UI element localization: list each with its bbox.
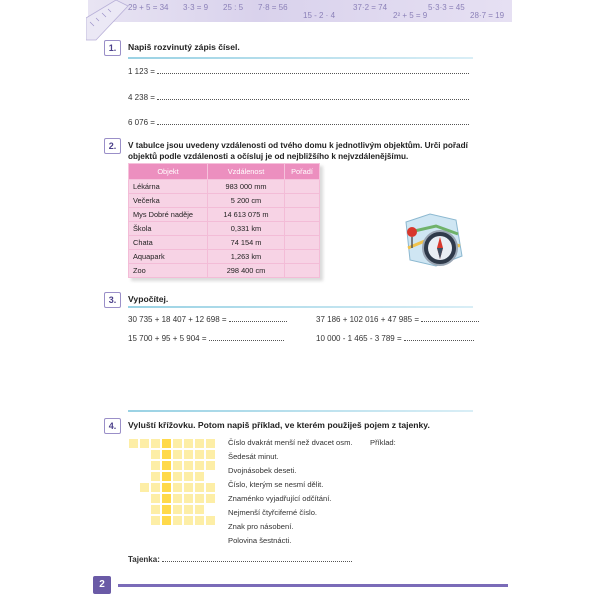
crossword-cell[interactable] <box>150 460 161 471</box>
header-scribble: 28·7 = 19 <box>470 11 505 20</box>
order-cell[interactable] <box>285 264 320 278</box>
crossword-cell[interactable] <box>205 449 216 460</box>
crossword-secret-cell[interactable] <box>161 515 172 526</box>
task-title-line: objektů podle vzdálenosti a očísluj je od nejbližšího k nejvzdálenějšímu. <box>128 152 409 161</box>
crossword-cell[interactable] <box>205 493 216 504</box>
crossword-cell[interactable] <box>194 471 205 482</box>
order-cell[interactable] <box>285 194 320 208</box>
table-row <box>129 264 320 278</box>
page-footer <box>88 572 512 600</box>
crossword-cell[interactable] <box>183 504 194 515</box>
crossword-clue: Číslo, kterým se nesmí dělit. <box>228 480 324 489</box>
crossword-cell[interactable] <box>183 471 194 482</box>
crossword-cell[interactable] <box>150 515 161 526</box>
task-number: 3. <box>104 292 121 308</box>
example-label: Příklad: <box>370 438 396 447</box>
crossword-cell[interactable] <box>172 482 183 493</box>
task-title: Vypočítej. <box>128 294 169 304</box>
crossword-cell[interactable] <box>150 438 161 449</box>
crossword-secret-cell[interactable] <box>161 482 172 493</box>
crossword-cell[interactable] <box>183 515 194 526</box>
expansion-label: 1 123 = <box>128 67 155 76</box>
object-cell: Lékárna <box>129 180 208 194</box>
crossword-cell[interactable] <box>183 493 194 504</box>
table-row <box>129 222 320 236</box>
distance-cell: 14 613 075 m <box>208 208 285 222</box>
exercise-label: 10 000 - 1 465 - 3 789 = <box>316 334 402 343</box>
crossword-cell[interactable] <box>183 449 194 460</box>
crossword-cell[interactable] <box>150 471 161 482</box>
secret-label: Tajenka: <box>128 555 160 564</box>
crossword-cell[interactable] <box>150 504 161 515</box>
exercise-label: 15 700 + 95 + 5 904 = <box>128 334 207 343</box>
task-title <box>128 140 508 162</box>
header-scribble: 15 - 2 · 4 <box>303 11 336 20</box>
divider <box>128 410 473 412</box>
object-cell: Aquapark <box>129 250 208 264</box>
divider <box>128 57 473 59</box>
object-cell: Večerka <box>129 194 208 208</box>
crossword-secret-cell[interactable] <box>161 471 172 482</box>
crossword-cell[interactable] <box>150 482 161 493</box>
crossword-cell[interactable] <box>183 438 194 449</box>
answer-line[interactable] <box>229 314 287 322</box>
object-cell: Škola <box>129 222 208 236</box>
crossword-cell[interactable] <box>172 471 183 482</box>
exercise-row <box>316 333 474 343</box>
secret-row <box>128 554 352 564</box>
distance-cell: 74 154 m <box>208 236 285 250</box>
answer-line[interactable] <box>157 117 469 125</box>
crossword-cell[interactable] <box>194 449 205 460</box>
crossword-clue: Znak pro násobení. <box>228 522 294 531</box>
crossword-cell[interactable] <box>172 504 183 515</box>
distance-cell: 0,331 km <box>208 222 285 236</box>
crossword-cell[interactable] <box>194 482 205 493</box>
table-row <box>129 236 320 250</box>
distance-cell: 298 400 cm <box>208 264 285 278</box>
object-cell: Mys Dobré naděje <box>129 208 208 222</box>
table-row <box>129 194 320 208</box>
answer-line[interactable] <box>404 333 474 341</box>
expansion-row <box>128 117 469 127</box>
crossword-clue: Nejmenší čtyřciferné číslo. <box>228 508 318 517</box>
footer-bar <box>118 584 508 587</box>
crossword-cell[interactable] <box>150 493 161 504</box>
crossword-secret-cell[interactable] <box>161 438 172 449</box>
crossword-cell[interactable] <box>194 460 205 471</box>
crossword-clue: Šedesát minut. <box>228 452 279 461</box>
crossword-cell[interactable] <box>194 504 205 515</box>
order-cell[interactable] <box>285 208 320 222</box>
crossword-cell[interactable] <box>194 515 205 526</box>
crossword-cell[interactable] <box>194 493 205 504</box>
distance-cell: 1,263 km <box>208 250 285 264</box>
crossword-secret-cell[interactable] <box>161 449 172 460</box>
crossword-cell[interactable] <box>194 438 205 449</box>
exercise-label: 37 186 + 102 016 + 47 985 = <box>316 315 419 324</box>
answer-line[interactable] <box>157 66 469 74</box>
crossword-clue: Číslo dvakrát menší než dvacet osm. <box>228 438 353 447</box>
header-scribble: 5·3·3 = 45 <box>428 3 465 12</box>
order-cell[interactable] <box>285 222 320 236</box>
crossword-cell[interactable] <box>205 482 216 493</box>
crossword-cell[interactable] <box>172 515 183 526</box>
crossword-secret-cell[interactable] <box>161 493 172 504</box>
header-scribble: 25 : 5 <box>223 3 244 12</box>
task-title-line: V tabulce jsou uvedeny vzdálenosti od tvého domu k jednotlivým objektům. Urči pořadí <box>128 141 468 150</box>
answer-line[interactable] <box>421 314 479 322</box>
table-row <box>129 180 320 194</box>
task-number: 1. <box>104 40 121 56</box>
answer-line[interactable] <box>157 92 469 100</box>
header-scribble: 2² + 5 = 9 <box>393 11 428 20</box>
crossword-cell[interactable] <box>205 460 216 471</box>
distance-cell: 5 200 cm <box>208 194 285 208</box>
header-band <box>88 0 512 22</box>
answer-line[interactable] <box>209 333 284 341</box>
crossword-cell[interactable] <box>172 449 183 460</box>
task-title: Napiš rozvinutý zápis čísel. <box>128 42 240 52</box>
workbook-page <box>88 0 512 600</box>
divider <box>128 306 473 308</box>
crossword-cell[interactable] <box>205 438 216 449</box>
header-scribble: 3·3 = 9 <box>183 3 209 12</box>
exercise-row <box>128 314 287 324</box>
exercise-row <box>128 333 284 343</box>
distance-table <box>128 163 320 278</box>
page-number: 2 <box>93 576 111 594</box>
order-cell[interactable] <box>285 250 320 264</box>
crossword-cell[interactable] <box>139 482 150 493</box>
crossword-cell[interactable] <box>172 460 183 471</box>
order-cell[interactable] <box>285 180 320 194</box>
crossword-cell[interactable] <box>150 449 161 460</box>
header-scribble: 37·2 = 74 <box>353 3 388 12</box>
expansion-label: 4 238 = <box>128 93 155 102</box>
table-header: Vzdálenost <box>208 164 285 180</box>
distance-cell: 983 000 mm <box>208 180 285 194</box>
task-title: Vyluští křížovku. Potom napiš příklad, ve kterém použiješ pojem z tajenky. <box>128 420 430 430</box>
table-row <box>129 250 320 264</box>
secret-answer-line[interactable] <box>162 554 352 562</box>
table-header: Objekt <box>129 164 208 180</box>
crossword-cell[interactable] <box>183 460 194 471</box>
crossword-cell[interactable] <box>139 438 150 449</box>
order-cell[interactable] <box>285 236 320 250</box>
map-compass-icon <box>396 208 468 280</box>
crossword-cell[interactable] <box>172 438 183 449</box>
header-scribble: 7·8 = 56 <box>258 3 288 12</box>
crossword-cell[interactable] <box>183 482 194 493</box>
crossword-clue: Znaménko vyjadřující odčítání. <box>228 494 332 503</box>
exercise-row <box>316 314 479 324</box>
header-scribble: 29 + 5 = 34 <box>128 3 169 12</box>
expansion-row <box>128 66 469 76</box>
crossword-cell[interactable] <box>172 493 183 504</box>
expansion-label: 6 076 = <box>128 118 155 127</box>
table-row <box>129 208 320 222</box>
object-cell: Chata <box>129 236 208 250</box>
crossword-clue: Polovina šestnácti. <box>228 536 292 545</box>
exercise-label: 30 735 + 18 407 + 12 698 = <box>128 315 227 324</box>
table-header: Pořadí <box>285 164 320 180</box>
expansion-row <box>128 92 469 102</box>
crossword-clue: Dvojnásobek deseti. <box>228 466 297 475</box>
crossword-cell[interactable] <box>205 515 216 526</box>
task-number: 4. <box>104 418 121 434</box>
task-number: 2. <box>104 138 121 154</box>
crossword-secret-cell[interactable] <box>161 504 172 515</box>
object-cell: Zoo <box>129 264 208 278</box>
crossword-secret-cell[interactable] <box>161 460 172 471</box>
crossword-cell[interactable] <box>128 438 139 449</box>
